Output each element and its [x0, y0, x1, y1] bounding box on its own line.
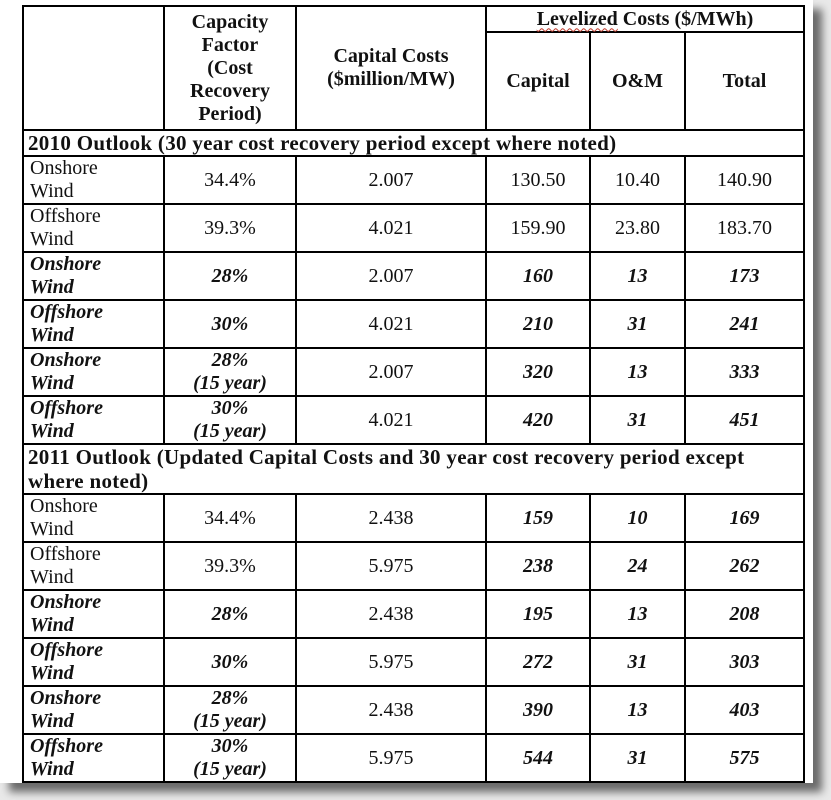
levelized-total-cell: 403	[685, 686, 804, 734]
levelized-total-cell: 140.90	[685, 156, 804, 204]
levelized-total-cell: 333	[685, 348, 804, 396]
capacity-factor-cell	[164, 734, 296, 782]
levelized-om-cell: 10.40	[590, 156, 685, 204]
row-label	[23, 204, 164, 252]
row-label-line: Wind	[30, 420, 74, 442]
capacity-factor-cell	[164, 300, 296, 348]
capacity-factor-value: 30%	[211, 735, 249, 757]
table-row	[23, 300, 804, 348]
row-label	[23, 638, 164, 686]
capital-cost-cell: 5.975	[296, 638, 486, 686]
row-label-line: Onshore	[30, 591, 102, 613]
capital-cost-cell: 5.975	[296, 542, 486, 590]
header-line: Factor	[201, 33, 259, 56]
row-label-line: Wind	[30, 228, 74, 250]
levelized-capital-cell: 544	[486, 734, 590, 782]
levelized-total-cell: 262	[685, 542, 804, 590]
table-row	[23, 734, 804, 782]
levelized-total-cell: 241	[685, 300, 804, 348]
capital-header: Capital	[486, 32, 590, 130]
levelized-capital-cell: 320	[486, 348, 590, 396]
row-label-line: Wind	[30, 662, 74, 684]
levelized-costs-header	[486, 6, 804, 32]
row-label-line: Wind	[30, 180, 74, 202]
row-label-line: Onshore	[30, 157, 98, 179]
capital-cost-cell: 2.007	[296, 348, 486, 396]
capacity-factor-period: (15 year)	[193, 420, 267, 442]
table-row	[23, 156, 804, 204]
levelized-capital-cell: 160	[486, 252, 590, 300]
levelized-om-cell: 31	[590, 396, 685, 444]
capital-cost-cell: 4.021	[296, 300, 486, 348]
capacity-factor-value: 28%	[211, 264, 249, 287]
capacity-factor-cell	[164, 638, 296, 686]
capacity-factor-value: 30%	[211, 650, 249, 673]
row-label	[23, 300, 164, 348]
row-label-line: Offshore	[30, 543, 101, 565]
levelized-capital-cell: 159.90	[486, 204, 590, 252]
section-2010-title: 2010 Outlook (30 year cost recovery period except where noted)	[23, 130, 804, 156]
levelized-capital-cell: 195	[486, 590, 590, 638]
capital-cost-cell: 2.438	[296, 686, 486, 734]
capacity-factor-value: 39.3%	[204, 216, 256, 239]
row-label-line: Offshore	[30, 205, 101, 227]
row-label-line: Wind	[30, 518, 74, 540]
capital-cost-cell: 2.438	[296, 494, 486, 542]
levelized-total-cell: 173	[685, 252, 804, 300]
levelized-total-cell: 303	[685, 638, 804, 686]
row-label-line: Onshore	[30, 687, 102, 709]
row-label-line: Wind	[30, 758, 74, 780]
row-label	[23, 156, 164, 204]
capacity-factor-cell	[164, 348, 296, 396]
levelized-om-cell: 24	[590, 542, 685, 590]
table-row	[23, 396, 804, 444]
capacity-factor-cell	[164, 396, 296, 444]
levelized-total-cell: 451	[685, 396, 804, 444]
row-label	[23, 734, 164, 782]
levelized-om-cell: 13	[590, 252, 685, 300]
row-label-line: Wind	[30, 614, 74, 636]
row-label	[23, 590, 164, 638]
levelized-om-cell: 13	[590, 348, 685, 396]
header-line: ($million/MW)	[327, 68, 455, 90]
levelized-om-cell: 13	[590, 686, 685, 734]
capacity-factor-cell	[164, 204, 296, 252]
levelized-total-cell: 208	[685, 590, 804, 638]
capacity-factor-period: (15 year)	[193, 710, 267, 732]
capacity-factor-cell	[164, 252, 296, 300]
levelized-capital-cell: 420	[486, 396, 590, 444]
capacity-factor-cell	[164, 542, 296, 590]
capacity-factor-cell	[164, 590, 296, 638]
table-row	[23, 542, 804, 590]
row-label-line: Wind	[30, 372, 74, 394]
levelized-cost-table	[22, 5, 805, 783]
levelized-word: Levelized	[536, 7, 618, 30]
levelized-om-cell: 13	[590, 590, 685, 638]
levelized-om-cell: 31	[590, 734, 685, 782]
table-row	[23, 204, 804, 252]
levelized-capital-cell: 238	[486, 542, 590, 590]
row-label	[23, 252, 164, 300]
capacity-factor-cell	[164, 494, 296, 542]
table-row	[23, 252, 804, 300]
capacity-factor-period: (15 year)	[193, 372, 267, 394]
section-2011-title: 2011 Outlook (Updated Capital Costs and 30 year cost recovery period except where noted)	[23, 444, 804, 494]
capacity-factor-cell	[164, 156, 296, 204]
capital-costs-header	[296, 6, 486, 130]
capacity-factor-value: 28%	[211, 687, 249, 709]
row-label-line: Onshore	[30, 495, 98, 517]
levelized-rest: Costs ($/MWh)	[617, 7, 754, 30]
row-label-line: Wind	[30, 566, 74, 588]
table-row	[23, 494, 804, 542]
levelized-capital-cell: 159	[486, 494, 590, 542]
row-label-line: Onshore	[30, 253, 102, 275]
capacity-factor-cell	[164, 686, 296, 734]
capital-cost-cell: 4.021	[296, 396, 486, 444]
row-label	[23, 542, 164, 590]
levelized-capital-cell: 272	[486, 638, 590, 686]
row-label-line: Wind	[30, 276, 74, 298]
header-row-top	[23, 6, 804, 32]
capacity-factor-header	[164, 6, 296, 130]
capacity-factor-value: 30%	[211, 397, 249, 419]
row-label	[23, 396, 164, 444]
capital-cost-cell: 5.975	[296, 734, 486, 782]
section-2010	[23, 130, 804, 156]
row-label-line: Offshore	[30, 397, 103, 419]
capacity-factor-value: 28%	[211, 349, 249, 371]
total-header: Total	[685, 32, 804, 130]
table-row	[23, 590, 804, 638]
row-label-line: Wind	[30, 710, 74, 732]
header-line: Capacity	[191, 10, 269, 33]
levelized-total-cell: 183.70	[685, 204, 804, 252]
header-line: Period)	[198, 102, 262, 125]
row-label-line: Onshore	[30, 349, 102, 371]
levelized-capital-cell: 210	[486, 300, 590, 348]
levelized-total-cell: 169	[685, 494, 804, 542]
header-line: (Cost	[207, 56, 253, 79]
capacity-factor-value: 34.4%	[204, 506, 256, 529]
row-label-line: Offshore	[30, 639, 103, 661]
header-line: Recovery	[190, 79, 270, 102]
row-label-line: Offshore	[30, 735, 103, 757]
capital-cost-cell: 4.021	[296, 204, 486, 252]
capital-cost-cell: 2.438	[296, 590, 486, 638]
table-row	[23, 686, 804, 734]
levelized-om-cell: 31	[590, 638, 685, 686]
row-label	[23, 494, 164, 542]
capital-cost-cell: 2.007	[296, 252, 486, 300]
row-label	[23, 348, 164, 396]
om-header: O&M	[590, 32, 685, 130]
capacity-factor-value: 34.4%	[204, 168, 256, 191]
row-label-line: Offshore	[30, 301, 103, 323]
capacity-factor-period: (15 year)	[193, 758, 267, 780]
capacity-factor-value: 30%	[211, 312, 249, 335]
corner-cell	[23, 6, 164, 130]
capacity-factor-value: 28%	[211, 602, 249, 625]
row-label	[23, 686, 164, 734]
levelized-capital-cell: 390	[486, 686, 590, 734]
section-2011	[23, 444, 804, 494]
row-label-line: Wind	[30, 324, 74, 346]
levelized-om-cell: 31	[590, 300, 685, 348]
capital-cost-cell: 2.007	[296, 156, 486, 204]
table-row	[23, 348, 804, 396]
levelized-om-cell: 10	[590, 494, 685, 542]
levelized-total-cell: 575	[685, 734, 804, 782]
header-line: Capital Costs	[333, 45, 449, 67]
levelized-capital-cell: 130.50	[486, 156, 590, 204]
table-row	[23, 638, 804, 686]
levelized-om-cell: 23.80	[590, 204, 685, 252]
capacity-factor-value: 39.3%	[204, 554, 256, 577]
